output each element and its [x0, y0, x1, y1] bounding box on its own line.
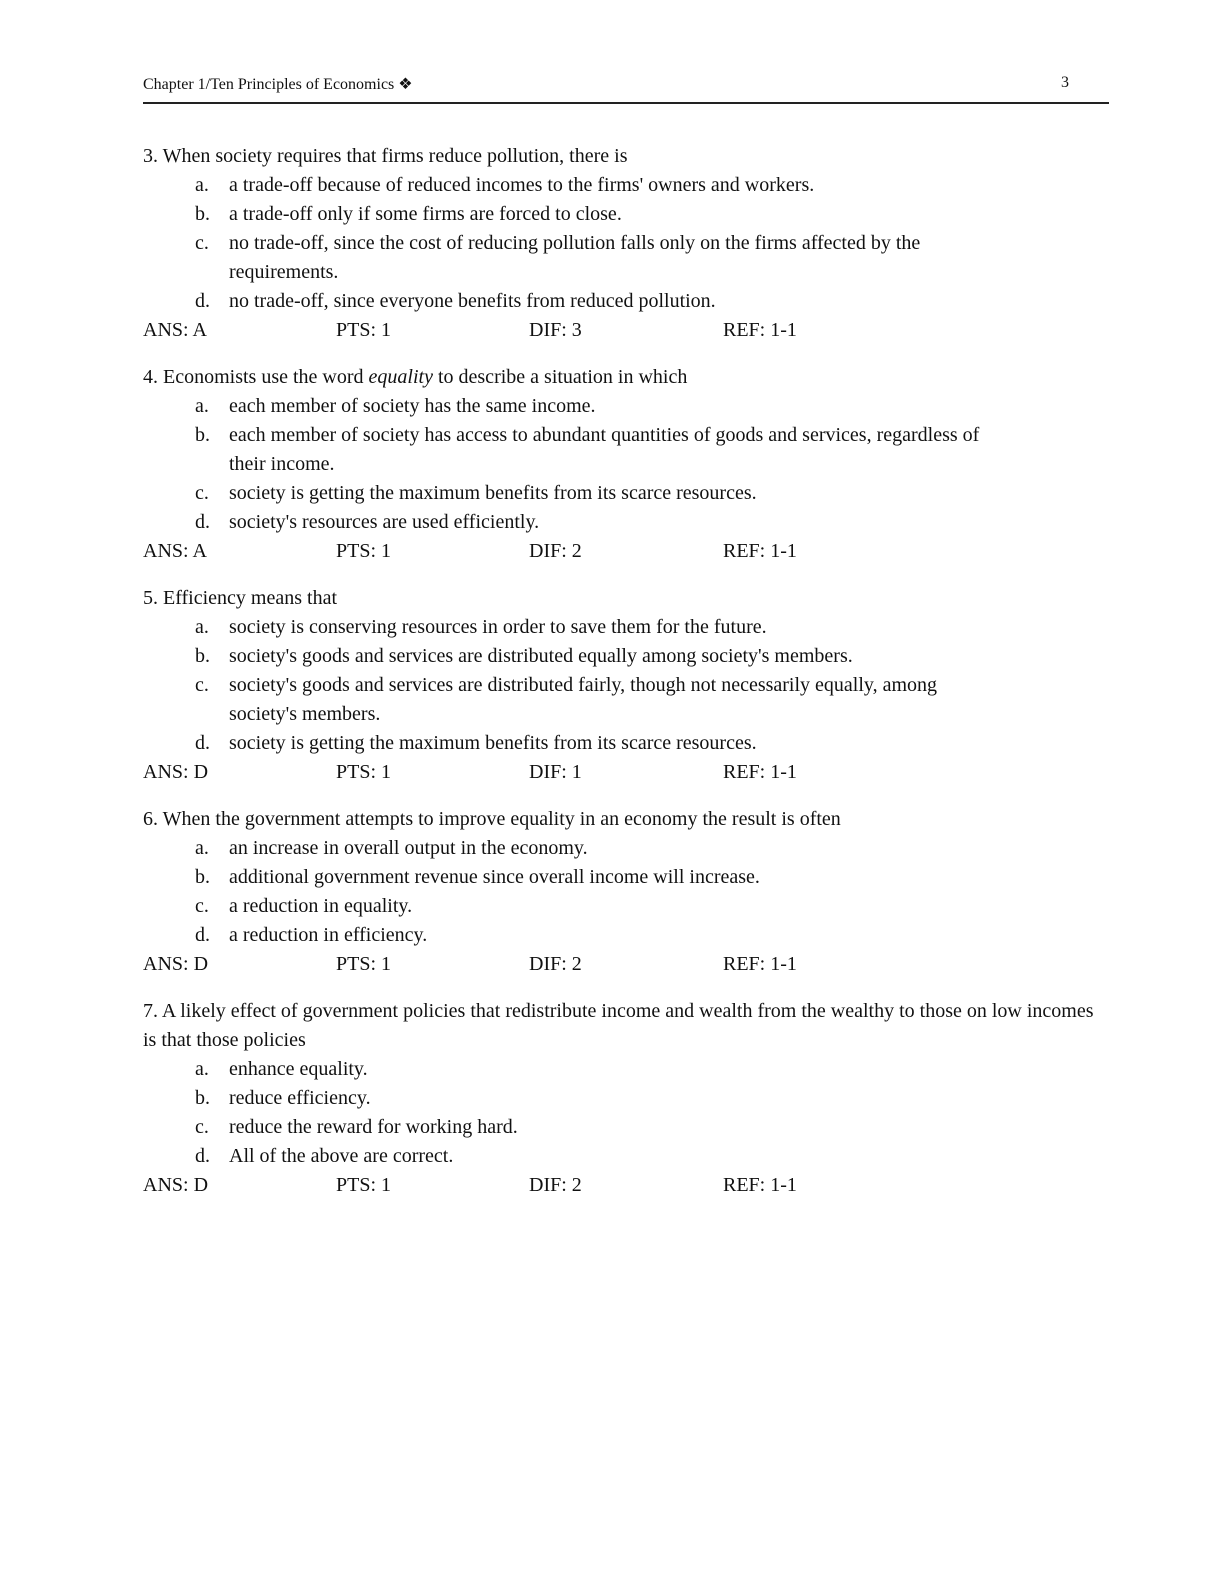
option-text: a trade-off because of reduced incomes to the firms' owners and workers. — [229, 174, 815, 196]
option-text: no trade-off, since everyone benefits from reduced pollution. — [229, 290, 716, 312]
option-text: society is conserving resources in order to save them for the future. — [229, 616, 767, 638]
answer-key: ANS: A — [143, 540, 207, 562]
option-letter: a. — [195, 837, 209, 859]
chapter-title: Chapter 1/Ten Principles of Economics ❖ — [143, 76, 413, 93]
page-number: 3 — [1061, 74, 1069, 91]
question-5 — [143, 584, 1109, 787]
option-a — [195, 392, 1109, 421]
option-d — [195, 1142, 1109, 1171]
option-letter: c. — [195, 482, 209, 504]
option-text: each member of society has the same income. — [229, 395, 596, 417]
option-a — [195, 613, 1109, 642]
option-letter: c. — [195, 1116, 209, 1138]
answer-options — [143, 171, 1109, 316]
option-text: reduce the reward for working hard. — [229, 1116, 518, 1138]
option-text: a reduction in equality. — [229, 895, 413, 917]
option-letter: b. — [195, 866, 210, 888]
points: PTS: 1 — [336, 953, 392, 975]
option-letter: c. — [195, 674, 209, 696]
points: PTS: 1 — [336, 540, 392, 562]
option-text: reduce efficiency. — [229, 1087, 371, 1109]
answer-metadata — [143, 316, 1109, 345]
option-text: society is getting the maximum benefits from its scarce resources. — [229, 732, 757, 754]
option-c — [195, 892, 1109, 921]
option-b — [195, 863, 1109, 892]
reference: REF: 1-1 — [723, 319, 797, 341]
option-c — [195, 671, 1109, 729]
option-letter: b. — [195, 203, 210, 225]
option-letter: b. — [195, 424, 210, 446]
answer-metadata — [143, 537, 1109, 566]
option-letter: d. — [195, 924, 210, 946]
stem-text: 4. Economists use the word — [143, 366, 369, 388]
option-b — [195, 200, 1109, 229]
option-text: society's resources are used efficiently. — [229, 511, 540, 533]
option-text: a reduction in efficiency. — [229, 924, 428, 946]
stem-text: to describe a situation in which — [432, 366, 688, 388]
answer-options — [143, 1055, 1109, 1171]
stem-emphasis: equality — [368, 366, 433, 388]
question-4 — [143, 363, 1109, 566]
option-letter: a. — [195, 616, 209, 638]
question-7 — [143, 997, 1109, 1200]
option-c — [195, 479, 1109, 508]
option-letter: b. — [195, 1087, 210, 1109]
question-stem: 7. A likely effect of government policies that redistribute income and wealth from the wealthy to those on low incomes is that those policies — [143, 1000, 1094, 1051]
option-a — [195, 1055, 1109, 1084]
question-stem: 3. When society requires that firms reduce pollution, there is — [143, 145, 628, 167]
option-letter: b. — [195, 645, 210, 667]
reference: REF: 1-1 — [723, 540, 797, 562]
answer-metadata — [143, 758, 1109, 787]
option-d — [195, 287, 1109, 316]
option-b — [195, 1084, 1109, 1113]
option-d — [195, 508, 1109, 537]
question-stem: 5. Efficiency means that — [143, 587, 338, 609]
points: PTS: 1 — [336, 319, 392, 341]
page-header — [143, 72, 1109, 104]
option-text: society's goods and services are distributed fairly, though not necessarily equally, among society's members. — [229, 674, 938, 725]
difficulty: DIF: 2 — [529, 540, 582, 562]
option-text: a trade-off only if some firms are forced to close. — [229, 203, 622, 225]
difficulty: DIF: 2 — [529, 953, 582, 975]
option-c — [195, 229, 1109, 287]
question-3 — [143, 142, 1109, 345]
option-text: each member of society has access to abundant quantities of goods and services, regardless of their income. — [229, 424, 980, 475]
answer-key: ANS: A — [143, 319, 207, 341]
option-letter: a. — [195, 395, 209, 417]
option-text: society is getting the maximum benefits from its scarce resources. — [229, 482, 757, 504]
answer-key: ANS: D — [143, 761, 209, 783]
reference: REF: 1-1 — [723, 953, 797, 975]
answer-key: ANS: D — [143, 953, 209, 975]
option-letter: c. — [195, 895, 209, 917]
answer-options — [143, 613, 1109, 758]
points: PTS: 1 — [336, 1174, 392, 1196]
option-letter: d. — [195, 290, 210, 312]
option-letter: d. — [195, 511, 210, 533]
question-stem: 6. When the government attempts to improve equality in an economy the result is often — [143, 808, 841, 830]
answer-metadata — [143, 1171, 1109, 1200]
option-text: an increase in overall output in the economy. — [229, 837, 588, 859]
option-a — [195, 171, 1109, 200]
difficulty: DIF: 1 — [529, 761, 582, 783]
option-letter: d. — [195, 732, 210, 754]
answer-metadata — [143, 950, 1109, 979]
question-stem — [143, 363, 1109, 392]
option-d — [195, 921, 1109, 950]
answer-key: ANS: D — [143, 1174, 209, 1196]
option-b — [195, 421, 1109, 479]
option-letter: d. — [195, 1145, 210, 1167]
option-text: All of the above are correct. — [229, 1145, 454, 1167]
option-text: enhance equality. — [229, 1058, 368, 1080]
difficulty: DIF: 3 — [529, 319, 582, 341]
option-text: additional government revenue since overall income will increase. — [229, 866, 760, 888]
reference: REF: 1-1 — [723, 761, 797, 783]
option-text: society's goods and services are distributed equally among society's members. — [229, 645, 853, 667]
difficulty: DIF: 2 — [529, 1174, 582, 1196]
option-a — [195, 834, 1109, 863]
answer-options — [143, 392, 1109, 537]
option-d — [195, 729, 1109, 758]
reference: REF: 1-1 — [723, 1174, 797, 1196]
points: PTS: 1 — [336, 761, 392, 783]
option-letter: c. — [195, 232, 209, 254]
option-letter: a. — [195, 1058, 209, 1080]
option-letter: a. — [195, 174, 209, 196]
option-c — [195, 1113, 1109, 1142]
question-6 — [143, 805, 1109, 979]
option-b — [195, 642, 1109, 671]
option-text: no trade-off, since the cost of reducing pollution falls only on the firms affected by the requirements. — [229, 232, 921, 283]
answer-options — [143, 834, 1109, 950]
question-list — [143, 142, 1109, 1218]
